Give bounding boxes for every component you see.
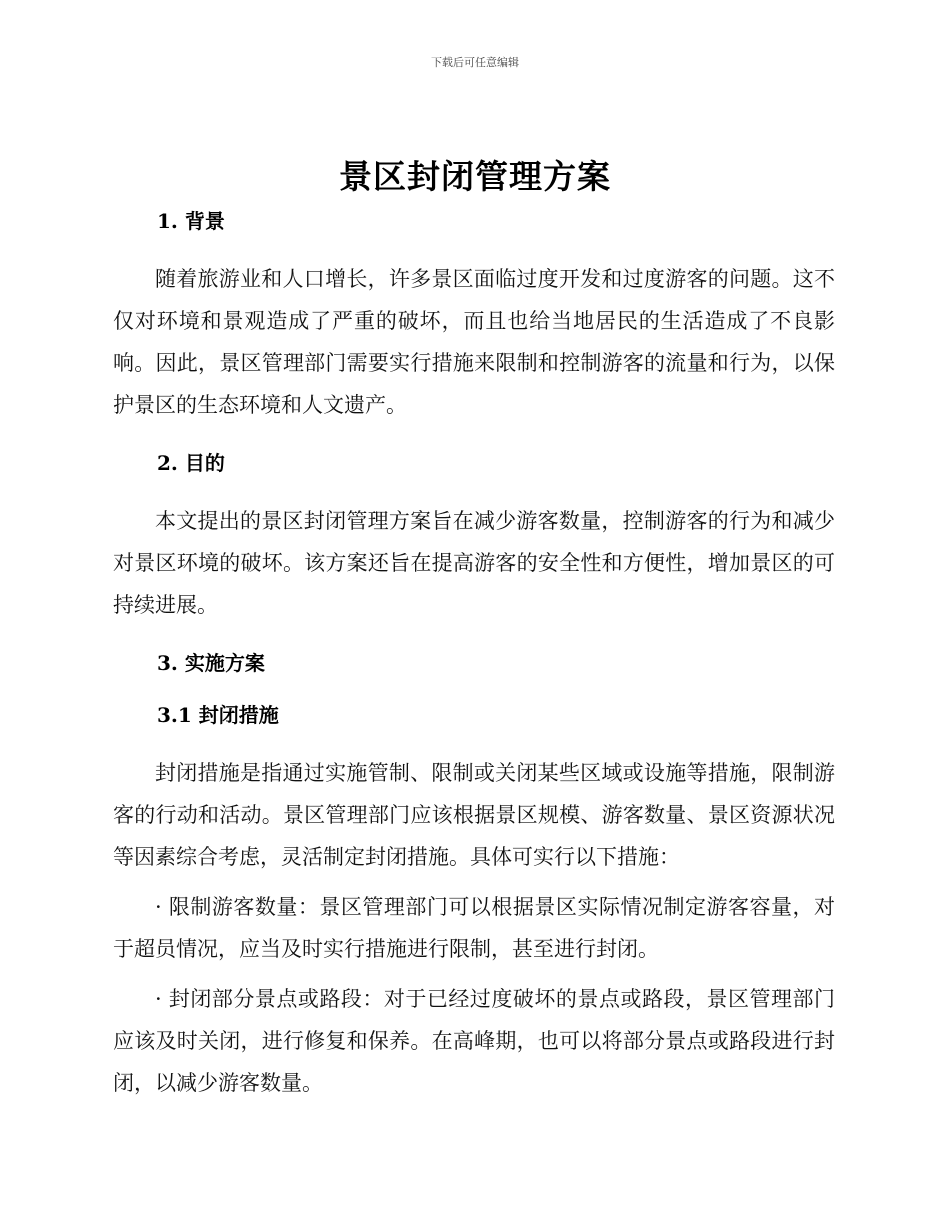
section-heading-purpose: 2. 目的 xyxy=(157,451,225,475)
document-title: 景区封闭管理方案 xyxy=(339,157,611,196)
subsection-heading-closure: 3.1 封闭措施 xyxy=(157,703,279,727)
paragraph-background: 随着旅游业和人口增长，许多景区面临过度开发和过度游客的问题。这不仅对环境和景观造成了严重的破坏，而且也给当地居民的生活造成了不良影响。因此，景区管理部门需要实行措施来限制和控制游客的流量和行为，以保护景区的生态环境和人文遗产。 xyxy=(113,267,835,417)
bullet-close-spots: · 封闭部分景点或路段：对于已经过度破坏的景点或路段，景区管理部门应该及时关闭，进行修复和保养。在高峰期，也可以将部分景点或路段进行封闭，以减少游客数量。 xyxy=(113,987,835,1095)
bullet-limit-visitors: · 限制游客数量：景区管理部门可以根据景区实际情况制定游客容量，对于超员情况，应当及时实行措施进行限制，甚至进行封闭。 xyxy=(113,895,835,961)
section-heading-implementation: 3. 实施方案 xyxy=(157,651,265,675)
paragraph-purpose: 本文提出的景区封闭管理方案旨在减少游客数量，控制游客的行为和减少对景区环境的破坏。该方案还旨在提高游客的安全性和方便性，增加景区的可持续进展。 xyxy=(113,509,835,617)
section-heading-background: 1. 背景 xyxy=(157,209,225,233)
document-body xyxy=(113,206,835,1104)
paragraph-closure: 封闭措施是指通过实施管制、限制或关闭某些区域或设施等措施，限制游客的行动和活动。景区管理部门应该根据景区规模、游客数量、景区资源状况等因素综合考虑，灵活制定封闭措施。具体可实行以下措施： xyxy=(113,761,835,869)
header-note: 下载后可任意编辑 xyxy=(431,56,519,69)
